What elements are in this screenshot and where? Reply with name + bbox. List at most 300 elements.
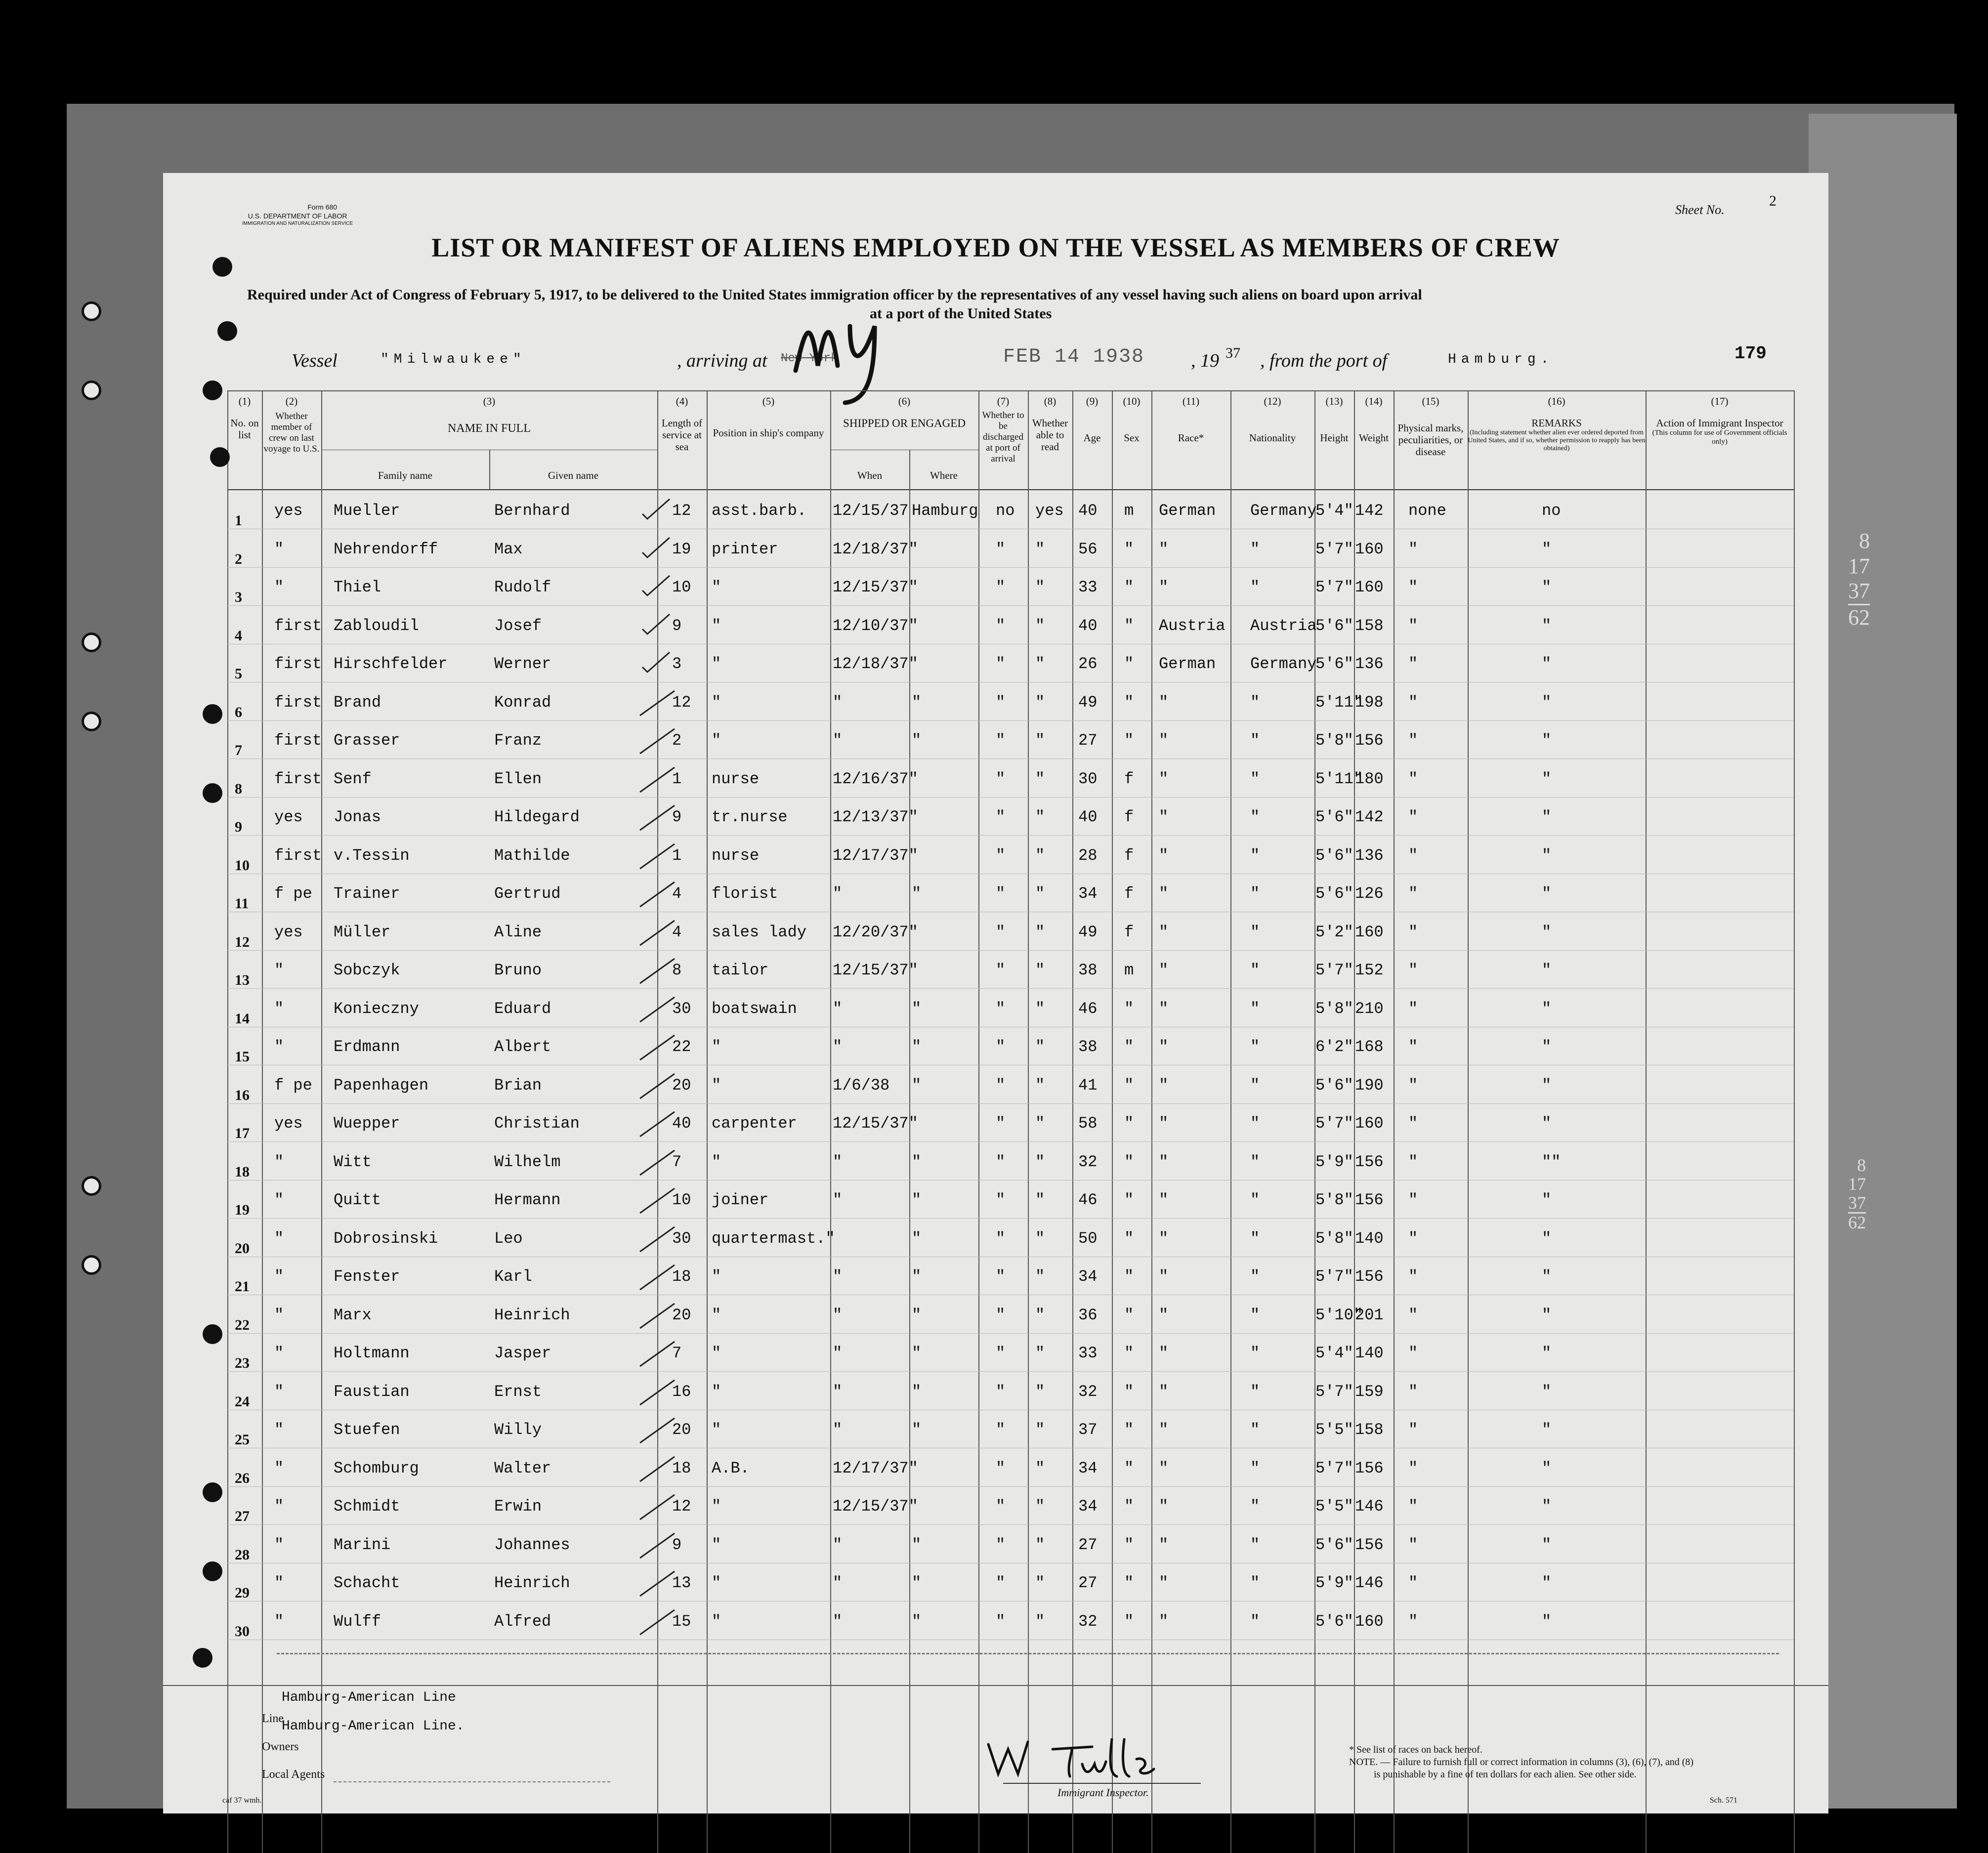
col9-header xyxy=(1072,395,1112,444)
prior-voyage-cell: " xyxy=(274,1306,284,1324)
col8-header xyxy=(1028,395,1072,453)
when-header: When xyxy=(857,469,883,481)
given-name-cell: Hermann xyxy=(494,1191,561,1209)
shipped-when-cell: " xyxy=(833,1153,843,1171)
given-name-cell: Karl xyxy=(494,1267,532,1286)
able-to-read-cell: " xyxy=(1035,1574,1045,1592)
service-length-cell: 15 xyxy=(672,1612,691,1631)
age-cell: 34 xyxy=(1078,1497,1098,1516)
shipped-when-cell: 12/17/37" xyxy=(833,846,918,865)
punch-hole xyxy=(203,704,222,724)
sex-cell: " xyxy=(1124,1038,1134,1056)
given-name-cell: Ellen xyxy=(494,770,542,788)
col5-number: (5) xyxy=(762,395,775,407)
col7-header xyxy=(978,395,1028,464)
service-length-cell: 7 xyxy=(672,1153,682,1171)
weight-cell: 136 xyxy=(1355,655,1384,673)
sex-cell: " xyxy=(1124,1191,1134,1209)
race-cell: " xyxy=(1159,1612,1169,1631)
row-number-cell: 5 xyxy=(235,666,242,682)
sex-cell: " xyxy=(1124,1574,1134,1592)
height-cell: 5'2" xyxy=(1315,923,1354,941)
sex-cell: f xyxy=(1124,884,1134,903)
discharge-cell: " xyxy=(996,1306,1006,1324)
row-number-cell: 4 xyxy=(235,628,242,644)
col2-header xyxy=(262,395,321,455)
given-name-cell: Willy xyxy=(494,1421,542,1439)
weight-cell: 146 xyxy=(1355,1574,1384,1592)
department-name: U.S. DEPARTMENT OF LABOR xyxy=(248,212,347,220)
given-name-cell: Heinrich xyxy=(494,1574,570,1592)
col2-number: (2) xyxy=(285,395,298,407)
prior-voyage-cell: " xyxy=(274,1038,284,1056)
sex-cell: " xyxy=(1124,1229,1134,1248)
inspector-line xyxy=(1003,1783,1201,1784)
family-name-cell: Hirschfelder xyxy=(334,655,448,673)
col17-sub: (This column for use of Government officials only) xyxy=(1652,429,1787,446)
height-cell: 5'4" xyxy=(1315,502,1354,520)
physical-marks-cell: " xyxy=(1408,1191,1418,1209)
col-rule xyxy=(1151,390,1152,1853)
weight-cell: 160 xyxy=(1355,540,1384,558)
nationality-cell: " xyxy=(1250,1229,1260,1248)
discharge-cell: " xyxy=(996,846,1006,865)
height-cell: 5'10" xyxy=(1315,1306,1363,1324)
physical-marks-cell: " xyxy=(1408,1306,1418,1324)
shipped-where-cell: " xyxy=(912,1153,922,1171)
height-cell: 5'7" xyxy=(1315,1383,1354,1401)
race-cell: " xyxy=(1159,731,1169,750)
shipped-when-cell: 12/13/37" xyxy=(833,808,918,826)
remarks-cell: " xyxy=(1542,1612,1552,1631)
prior-voyage-cell: first xyxy=(274,617,322,635)
remarks-cell: " xyxy=(1542,1536,1552,1554)
height-cell: 5'11" xyxy=(1315,693,1363,712)
col16-number: (16) xyxy=(1548,395,1565,407)
punch-hole xyxy=(203,1324,222,1344)
col15-number: (15) xyxy=(1422,395,1439,407)
able-to-read-cell: " xyxy=(1035,578,1045,596)
age-cell: 49 xyxy=(1078,693,1098,712)
row-number-cell: 21 xyxy=(235,1278,250,1295)
punch-hole xyxy=(193,1648,212,1668)
remarks-cell: " xyxy=(1542,1076,1552,1095)
service-name: IMMIGRATION AND NATURALIZATION SERVICE xyxy=(242,221,353,227)
race-cell: " xyxy=(1159,578,1169,596)
nationality-cell: " xyxy=(1250,1153,1260,1171)
race-cell: " xyxy=(1159,540,1169,558)
discharge-cell: " xyxy=(996,617,1006,635)
height-cell: 5'4" xyxy=(1315,1344,1354,1362)
check-mark xyxy=(635,535,679,565)
race-cell: " xyxy=(1159,1306,1169,1324)
table-top-rule xyxy=(227,390,1794,391)
table-right-border xyxy=(1794,390,1795,1853)
family-name-cell: Papenhagen xyxy=(334,1076,429,1095)
family-name-cell: Wulff xyxy=(334,1612,381,1631)
row-number-cell: 11 xyxy=(235,895,249,912)
races-note: * See list of races on back hereof. xyxy=(1349,1744,1482,1755)
position-cell: printer xyxy=(712,540,778,558)
height-cell: 5'7" xyxy=(1315,961,1354,979)
nationality-cell: " xyxy=(1250,540,1260,558)
position-cell: A.B. xyxy=(712,1459,750,1477)
col-rule xyxy=(978,390,979,1853)
col15-label: Physical marks, peculiarities, or disease xyxy=(1397,422,1464,458)
weight-cell: 146 xyxy=(1355,1497,1384,1516)
check-mark xyxy=(635,1071,679,1101)
prior-voyage-cell: " xyxy=(274,1267,284,1286)
able-to-read-cell: yes xyxy=(1035,502,1064,520)
able-to-read-cell: " xyxy=(1035,655,1045,673)
remarks-cell: " xyxy=(1542,1191,1552,1209)
row-number-cell: 16 xyxy=(235,1087,250,1103)
family-name-cell: Witt xyxy=(334,1153,372,1171)
age-cell: 34 xyxy=(1078,1267,1098,1286)
shipped-when-cell: " xyxy=(833,731,843,750)
sex-cell: " xyxy=(1124,655,1134,673)
col3-label: NAME IN FULL xyxy=(448,422,531,435)
col-rule xyxy=(321,390,322,1853)
col4-header xyxy=(657,395,707,453)
given-name-cell: Christian xyxy=(494,1114,580,1133)
discharge-cell: " xyxy=(996,1114,1006,1133)
height-cell: 5'8" xyxy=(1315,1000,1354,1018)
service-length-cell: 12 xyxy=(672,502,691,520)
shipped-when-cell: " xyxy=(833,884,843,903)
prior-voyage-cell: first xyxy=(274,693,322,712)
race-cell: " xyxy=(1159,693,1169,712)
age-cell: 33 xyxy=(1078,578,1098,596)
position-cell: boatswain xyxy=(712,1000,797,1018)
race-cell: " xyxy=(1159,1574,1169,1592)
race-cell: " xyxy=(1159,1191,1169,1209)
nationality-cell: " xyxy=(1250,1306,1260,1324)
service-length-cell: 2 xyxy=(672,731,682,750)
service-length-cell: 30 xyxy=(672,1000,691,1018)
owners-value: Hamburg-American Line. xyxy=(282,1719,465,1734)
row-rule xyxy=(227,758,1794,759)
discharge-cell: " xyxy=(996,1076,1006,1095)
physical-marks-cell: " xyxy=(1408,578,1418,596)
shipped-when-cell: 12/15/37" xyxy=(833,1497,918,1516)
race-cell: " xyxy=(1159,846,1169,865)
tally-value: 17 xyxy=(1848,1174,1866,1194)
sex-cell: f xyxy=(1124,808,1134,826)
given-name-cell: Werner xyxy=(494,655,551,673)
weight-cell: 168 xyxy=(1355,1038,1384,1056)
row-rule xyxy=(227,1218,1794,1219)
position-cell: nurse xyxy=(712,846,760,865)
age-cell: 58 xyxy=(1078,1114,1098,1133)
sex-cell: f xyxy=(1124,846,1134,865)
remarks-cell: no xyxy=(1542,502,1561,520)
prior-voyage-cell: " xyxy=(274,1421,284,1439)
able-to-read-cell: " xyxy=(1035,884,1045,903)
weight-cell: 156 xyxy=(1355,1267,1384,1286)
given-name-cell: Erwin xyxy=(494,1497,542,1516)
physical-marks-cell: " xyxy=(1408,1383,1418,1401)
handwritten-port-mark xyxy=(791,296,919,410)
family-name-cell: Schomburg xyxy=(334,1459,419,1477)
nationality-cell: " xyxy=(1250,1114,1260,1133)
given-name-cell: Josef xyxy=(494,617,542,635)
punch-hole xyxy=(203,380,222,400)
prior-voyage-cell: " xyxy=(274,1497,284,1516)
race-cell: " xyxy=(1159,1459,1169,1477)
col1-label: No. on list xyxy=(230,417,259,441)
discharge-cell: " xyxy=(996,1267,1006,1286)
service-length-cell: 20 xyxy=(672,1306,691,1324)
discharge-cell: " xyxy=(996,808,1006,826)
prior-voyage-cell: " xyxy=(274,1000,284,1018)
row-rule xyxy=(227,988,1794,989)
shipped-when-cell: 12/10/37" xyxy=(833,617,918,635)
position-cell: " xyxy=(712,1267,721,1286)
shipped-when-cell: 12/15/37" xyxy=(833,961,918,979)
tally-value: 8 xyxy=(1857,1155,1866,1175)
check-mark xyxy=(635,956,682,986)
col13-number: (13) xyxy=(1325,395,1343,407)
position-cell: tr.nurse xyxy=(712,808,788,826)
sex-cell: " xyxy=(1124,1383,1134,1401)
age-cell: 32 xyxy=(1078,1612,1098,1631)
shipped-when-cell: " xyxy=(833,1191,843,1209)
weight-cell: 160 xyxy=(1355,923,1384,941)
given-name-cell: Jasper xyxy=(494,1344,551,1362)
remarks-cell: " xyxy=(1542,578,1552,596)
backing-hole xyxy=(82,632,101,652)
family-name-cell: Stuefen xyxy=(334,1421,400,1439)
nationality-cell: " xyxy=(1250,1344,1260,1362)
able-to-read-cell: " xyxy=(1035,1383,1045,1401)
race-cell: " xyxy=(1159,961,1169,979)
height-cell: 5'6" xyxy=(1315,617,1354,635)
able-to-read-cell: " xyxy=(1035,1344,1045,1362)
able-to-read-cell: " xyxy=(1035,693,1045,712)
position-cell: " xyxy=(712,1574,721,1592)
shipped-when-cell: 12/15/37" xyxy=(833,578,918,596)
height-cell: 5'11" xyxy=(1315,770,1363,788)
col17-label: Action of Immigrant Inspector xyxy=(1656,417,1783,429)
given-name-cell: Brian xyxy=(494,1076,542,1095)
shipped-when-cell: 12/20/37" xyxy=(833,923,918,941)
weight-cell: 160 xyxy=(1355,1612,1384,1631)
schedule-number: Sch. 571 xyxy=(1710,1796,1737,1805)
family-name-cell: Thiel xyxy=(334,578,381,596)
col16-label: REMARKS xyxy=(1531,417,1582,429)
able-to-read-cell: " xyxy=(1035,1229,1045,1248)
backing-hole xyxy=(82,712,101,731)
col-rule xyxy=(1072,390,1073,1853)
arriving-label: , arriving at xyxy=(677,350,767,371)
remarks-cell: " xyxy=(1542,1497,1552,1516)
check-mark xyxy=(635,842,682,871)
punch-hole xyxy=(203,783,222,803)
physical-marks-cell: " xyxy=(1408,1000,1418,1018)
able-to-read-cell: " xyxy=(1035,1536,1045,1554)
position-cell: " xyxy=(712,617,721,635)
col4-number: (4) xyxy=(676,395,688,407)
nationality-cell: " xyxy=(1250,884,1260,903)
discharge-cell: " xyxy=(996,1421,1006,1439)
height-cell: 5'8" xyxy=(1315,1191,1354,1209)
family-name-header: Family name xyxy=(378,469,433,481)
col-rule xyxy=(1646,390,1647,1853)
shipped-when-cell: 12/17/37" xyxy=(833,1459,918,1477)
given-name-cell: Bruno xyxy=(494,961,542,979)
discharge-cell: " xyxy=(996,578,1006,596)
family-name-cell: Dobrosinski xyxy=(334,1229,438,1248)
discharge-cell: " xyxy=(996,1191,1006,1209)
shipped-when-cell: " xyxy=(833,1612,843,1631)
check-mark xyxy=(635,497,679,526)
discharge-cell: " xyxy=(996,1536,1006,1554)
given-name-cell: Albert xyxy=(494,1038,551,1056)
shipped-when-cell: 12/15/37 xyxy=(833,502,909,520)
age-cell: 40 xyxy=(1078,617,1098,635)
row-number-cell: 28 xyxy=(235,1547,250,1563)
remarks-cell: " xyxy=(1542,617,1552,635)
age-cell: 40 xyxy=(1078,502,1098,520)
age-cell: 32 xyxy=(1078,1383,1098,1401)
height-cell: 5'7" xyxy=(1315,1114,1354,1133)
tally-total: 62 xyxy=(1848,604,1870,631)
race-cell: " xyxy=(1159,1153,1169,1171)
check-mark xyxy=(635,995,679,1024)
prior-voyage-cell: " xyxy=(274,1383,284,1401)
manifest-title: LIST OR MANIFEST OF ALIENS EMPLOYED ON THE VESSEL AS MEMBERS OF CREW xyxy=(431,233,1560,262)
nationality-cell: " xyxy=(1250,1459,1260,1477)
physical-marks-cell: " xyxy=(1408,770,1418,788)
age-cell: 32 xyxy=(1078,1153,1098,1171)
position-cell: " xyxy=(712,1383,721,1401)
sex-cell: f xyxy=(1124,923,1134,941)
shipped-where-cell: " xyxy=(912,1383,922,1401)
sheet-number: 2 xyxy=(1769,193,1777,209)
sex-cell: " xyxy=(1124,1076,1134,1095)
given-name-cell: Franz xyxy=(494,731,542,750)
physical-marks-cell: " xyxy=(1408,884,1418,903)
remarks-cell: " xyxy=(1542,846,1552,865)
sex-cell: f xyxy=(1124,770,1134,788)
given-name-cell: Max xyxy=(494,540,523,558)
physical-marks-cell: " xyxy=(1408,1344,1418,1362)
tally-value: 37 xyxy=(1848,1192,1866,1213)
remarks-cell: " xyxy=(1542,1574,1552,1592)
service-length-cell: 12 xyxy=(672,1497,691,1516)
shipped-where-cell: " xyxy=(912,1000,922,1018)
sex-cell: m xyxy=(1124,502,1134,520)
service-length-cell: 7 xyxy=(672,1344,682,1362)
punch-hole xyxy=(203,1482,222,1502)
position-cell: " xyxy=(712,1038,721,1056)
position-cell: " xyxy=(712,1421,721,1439)
check-mark xyxy=(635,1339,682,1369)
nationality-cell: " xyxy=(1250,1267,1260,1286)
age-cell: 34 xyxy=(1078,1459,1098,1477)
service-length-cell: 9 xyxy=(672,1536,682,1554)
physical-marks-cell: " xyxy=(1408,1574,1418,1592)
discharge-cell: " xyxy=(996,1459,1006,1477)
col8-number: (8) xyxy=(1044,395,1057,407)
prior-voyage-cell: yes xyxy=(274,923,303,941)
col-rule xyxy=(830,390,831,1853)
subtitle-line1: Required under Act of Congress of February 5, 1917, to be delivered to the United States immigration officer by the representatives of any vessel having such aliens on board upon arrival xyxy=(247,287,1422,303)
age-cell: 36 xyxy=(1078,1306,1098,1324)
nationality-cell: " xyxy=(1250,1000,1260,1018)
race-cell: " xyxy=(1159,1497,1169,1516)
age-cell: 28 xyxy=(1078,846,1098,865)
service-length-cell: 19 xyxy=(672,540,691,558)
check-mark xyxy=(635,1531,682,1560)
height-cell: 5'6" xyxy=(1315,1536,1354,1554)
nationality-cell: " xyxy=(1250,846,1260,865)
race-cell: " xyxy=(1159,1076,1169,1095)
discharge-cell: " xyxy=(996,693,1006,712)
given-name-cell: Eduard xyxy=(494,1000,551,1018)
col16-header xyxy=(1468,395,1646,453)
age-cell: 26 xyxy=(1078,655,1098,673)
family-name-cell: Senf xyxy=(334,770,372,788)
shipped-when-cell: " xyxy=(833,1038,843,1056)
note-line1: NOTE. — Failure to furnish full or correct information in columns (3), (6), (7), and (8) xyxy=(1349,1757,1694,1768)
race-cell: " xyxy=(1159,884,1169,903)
row-number-cell: 6 xyxy=(235,704,242,720)
shipped-where-cell: " xyxy=(912,884,922,903)
col5-header xyxy=(707,395,830,439)
race-cell: " xyxy=(1159,923,1169,941)
discharge-cell: " xyxy=(996,1574,1006,1592)
given-name-cell: Bernhard xyxy=(494,502,570,520)
punch-hole xyxy=(212,257,232,277)
col-rule xyxy=(1112,390,1113,1853)
remarks-cell: " xyxy=(1542,1267,1552,1286)
col6-label: SHIPPED OR ENGAGED xyxy=(843,417,966,430)
height-cell: 5'6" xyxy=(1315,846,1354,865)
sex-cell: " xyxy=(1124,1344,1134,1362)
col2-label: Whether member of crew on last voyage to U.S. xyxy=(263,411,320,454)
position-cell: nurse xyxy=(712,770,760,788)
physical-marks-cell: " xyxy=(1408,1038,1418,1056)
height-cell: 5'5" xyxy=(1315,1421,1354,1439)
weight-cell: 190 xyxy=(1355,1076,1384,1095)
col11-label: Race* xyxy=(1178,432,1204,444)
backing-sheet-edge xyxy=(1809,114,1957,1809)
weight-cell: 159 xyxy=(1355,1383,1384,1401)
form-id-block xyxy=(242,203,353,227)
col6-header xyxy=(830,395,978,430)
row-rule xyxy=(227,835,1794,836)
given-name-header: Given name xyxy=(548,469,599,481)
discharge-cell: " xyxy=(996,884,1006,903)
col6-number: (6) xyxy=(898,395,911,407)
remarks-cell: " xyxy=(1542,1114,1552,1133)
check-mark xyxy=(635,1186,679,1216)
col10-number: (10) xyxy=(1123,395,1141,407)
position-cell: quartermast." xyxy=(712,1229,835,1248)
service-length-cell: 10 xyxy=(672,1191,691,1209)
position-cell: " xyxy=(712,1344,721,1362)
col11-number: (11) xyxy=(1182,395,1200,407)
race-cell: " xyxy=(1159,808,1169,826)
row-rule xyxy=(227,1333,1794,1334)
row-number-cell: 25 xyxy=(235,1432,250,1448)
able-to-read-cell: " xyxy=(1035,1306,1045,1324)
check-mark xyxy=(635,1416,679,1445)
given-name-cell: Aline xyxy=(494,923,542,941)
prior-voyage-cell: first xyxy=(274,731,322,750)
